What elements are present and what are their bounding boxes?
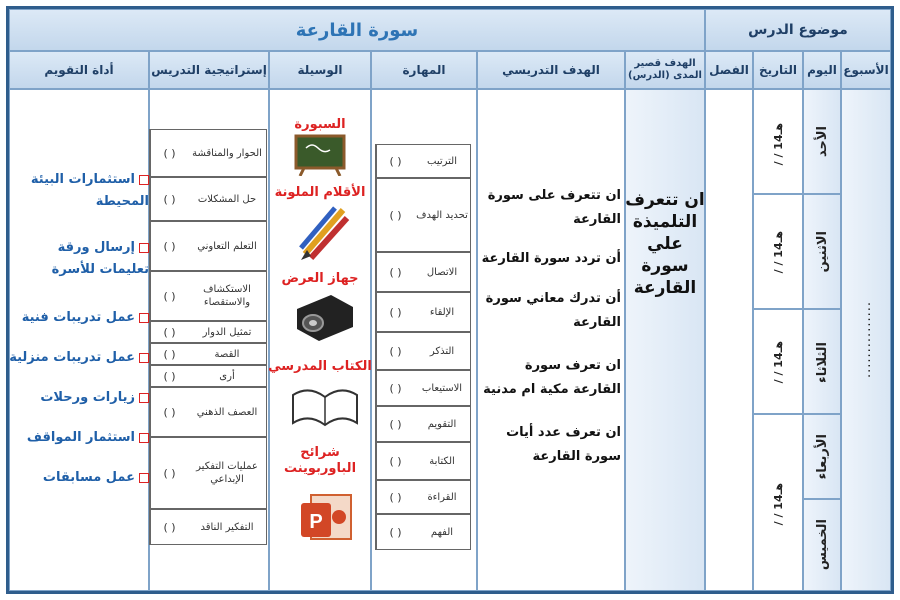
- strategy-row: ( ) تمثيل الدوار: [149, 321, 267, 343]
- skill-row: ( ) الفهم: [375, 514, 471, 550]
- col-date: التاريخ: [753, 51, 803, 89]
- assessment-item[interactable]: عمل تدريبات فنية: [9, 307, 149, 329]
- strategy-row: ( ) التفكير الناقد: [149, 509, 267, 545]
- short-goal-column: [625, 89, 705, 591]
- checkbox-icon[interactable]: [139, 175, 149, 185]
- day-tuesday: الثلاثاء: [814, 341, 830, 383]
- day-wednesday: الأربعاء: [814, 433, 830, 480]
- skill-row: ( ) الإلقاء: [375, 292, 471, 332]
- skill-row: ( ) الاتصال: [375, 252, 471, 292]
- col-week: الأسبوع: [841, 51, 891, 89]
- checkbox-icon[interactable]: [139, 473, 149, 483]
- day-thursday: الخميس: [814, 519, 830, 571]
- powerpoint-icon: [299, 489, 355, 545]
- day-monday: الاثنين: [814, 231, 830, 273]
- tool-label-textbook: الكتاب المدرسي: [268, 359, 372, 374]
- svg-text:P: P: [309, 511, 323, 533]
- strategy-row: ( ) العصف الذهني: [149, 387, 267, 437]
- skill-row: ( ) القراءة: [375, 480, 471, 514]
- goal-item: ان تعرف عدد أيات سورة القارعة: [506, 425, 621, 465]
- week-value: ...............: [858, 300, 874, 378]
- book-icon: [289, 381, 361, 431]
- assessment-item[interactable]: إرسال ورقة تعليمات للأسرة: [51, 240, 149, 278]
- date-value: / / 14هـ: [771, 340, 785, 384]
- skill-row: ( ) الترتيب: [375, 144, 471, 178]
- col-assessment: أداة التقويم: [9, 51, 149, 89]
- short-goal-text: ان تتعرف التلميذة علي سورة القارعة: [625, 190, 705, 299]
- col-tool: الوسيلة: [269, 51, 371, 89]
- goal-item: أن تدرك معاني سورة القارعة: [485, 291, 621, 331]
- goal-item: ان تتعرف على سورة القارعة: [487, 188, 621, 228]
- pencils-icon: [297, 204, 353, 262]
- checkbox-icon[interactable]: [139, 353, 149, 363]
- strategy-row: ( ) التعلم التعاوني: [149, 221, 267, 271]
- date-value: / / 14هـ: [771, 122, 785, 166]
- date-value: / / 14هـ: [771, 230, 785, 274]
- skill-row: ( ) الكتابة: [375, 442, 471, 480]
- skill-row: ( ) التقويم: [375, 406, 471, 442]
- date-value: / / 14هـ: [771, 482, 785, 526]
- tool-label-blackboard: السبورة: [294, 117, 346, 132]
- skill-row: ( ) التذكر: [375, 332, 471, 370]
- strategy-row: ( ) القصة: [149, 343, 267, 365]
- goal-item: أن تردد سورة القارعة: [481, 251, 621, 266]
- checkbox-icon[interactable]: [139, 243, 149, 253]
- assessment-item[interactable]: عمل تدريبات منزلية: [9, 347, 149, 369]
- col-short-goal: الهدف قصير المدى (الدرس): [625, 51, 705, 89]
- day-sunday: الأحد: [814, 125, 830, 157]
- col-teaching-goal: الهدف التدريسي: [477, 51, 625, 89]
- checkbox-icon[interactable]: [139, 313, 149, 323]
- col-strategy: إستراتيجية التدريس: [149, 51, 269, 89]
- checkbox-icon[interactable]: [139, 433, 149, 443]
- tool-label-powerpoint: شرائح الباوربوينت: [283, 445, 357, 476]
- lesson-title: سورة القارعة: [9, 9, 705, 51]
- projector-icon: [291, 289, 357, 345]
- skill-row: ( ) الاستيعاب: [375, 370, 471, 406]
- goal-item: ان تعرف سورة القارعة مكية ام مدنية: [483, 358, 621, 398]
- tool-label-projector: جهاز العرض: [281, 271, 359, 286]
- blackboard-icon: [294, 134, 346, 176]
- checkbox-icon[interactable]: [139, 393, 149, 403]
- skill-row: ( ) تحديد الهدف: [375, 178, 471, 252]
- assessment-item[interactable]: استثمار المواقف: [9, 427, 149, 449]
- tool-label-colored-pens: الأقلام الملونة: [274, 185, 366, 200]
- strategy-row: ( ) حل المشكلات: [149, 177, 267, 221]
- col-day: اليوم: [803, 51, 841, 89]
- goal-column: [477, 89, 625, 591]
- strategy-row: ( ) الاستكشاف والاستقصاء: [149, 271, 267, 321]
- assessment-item[interactable]: عمل مسابقات: [9, 467, 149, 489]
- strategy-row: ( ) الحوار والمناقشة: [149, 129, 267, 177]
- lesson-plan-table: [6, 6, 894, 594]
- schedule-grid: [705, 89, 891, 591]
- assessment-item[interactable]: استثمارات البيئة المحيطة: [30, 172, 149, 210]
- topic-label: موضوع الدرس: [705, 9, 891, 51]
- strategy-row: ( ) أرى: [149, 365, 267, 387]
- col-skill: المهارة: [371, 51, 477, 89]
- assessment-item[interactable]: زيارات ورحلات: [9, 387, 149, 409]
- col-class: الفصل: [705, 51, 753, 89]
- strategy-row: ( ) عمليات التفكير الإبداعي: [149, 437, 267, 509]
- assessment-column: [9, 89, 149, 591]
